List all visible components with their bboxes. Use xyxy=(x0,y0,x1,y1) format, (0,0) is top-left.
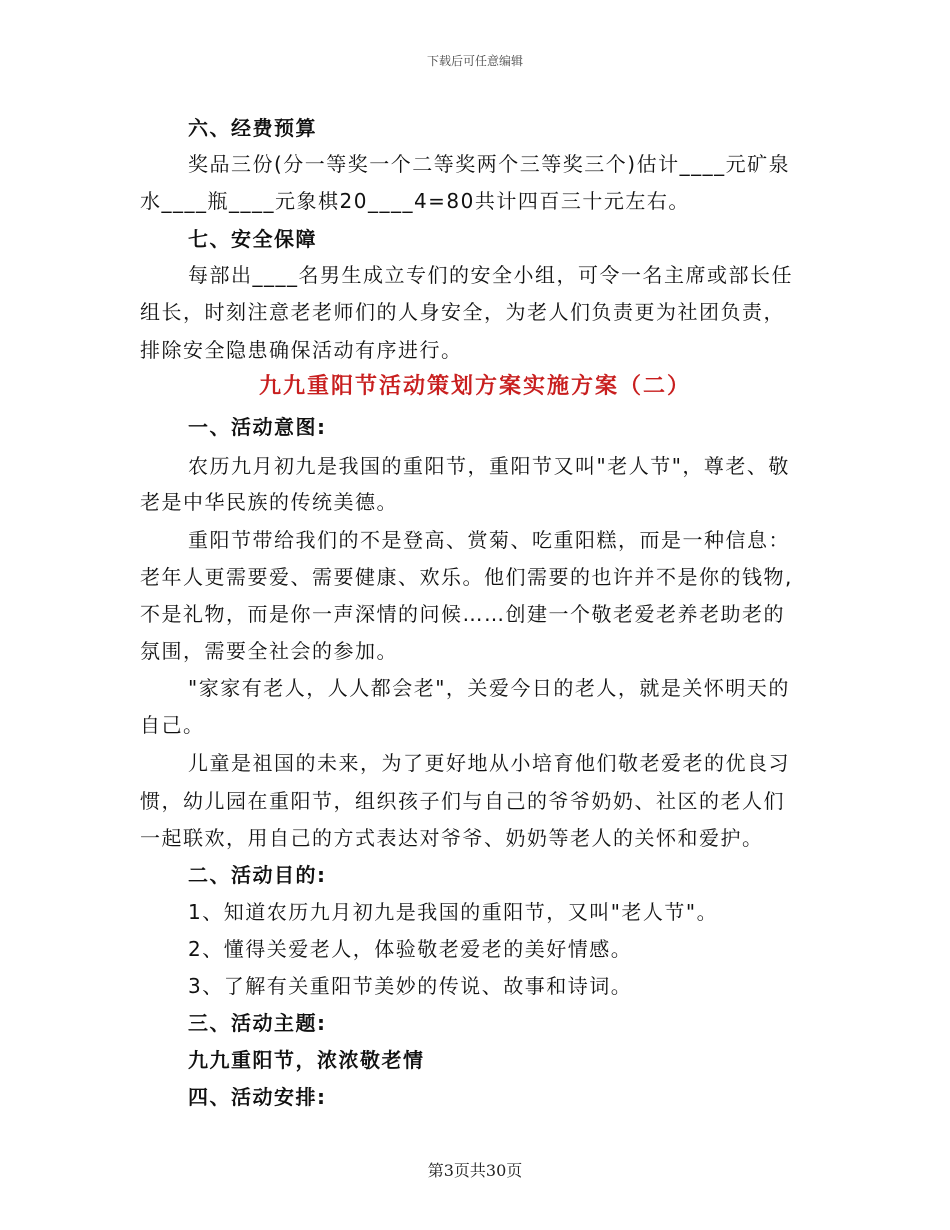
section-heading: 四、活动安排: xyxy=(188,1085,327,1109)
paragraph-line: 自己。 xyxy=(140,713,205,737)
paragraph-line: 组长，时刻注意老老师们的人身安全，为老人们负责更为社团负责， xyxy=(140,300,785,324)
list-item: 2、懂得关爱老人，体验敬老爱老的美好情感。 xyxy=(188,937,633,961)
paragraph-line: "家家有老人，人人都会老"，关爱今日的老人，就是关怀明天的 xyxy=(188,676,790,700)
paragraph-line: 重阳节带给我们的不是登高、赏菊、吃重阳糕，而是一种信息： xyxy=(188,528,790,552)
paragraph-line: 每部出____名男生成立专们的安全小组，可令一名主席或部长任 xyxy=(188,263,793,287)
page-header: 下载后可任意编辑 xyxy=(426,54,523,68)
list-item: 3、了解有关重阳节美妙的传说、故事和诗词。 xyxy=(188,974,633,998)
section-heading: 一、活动意图: xyxy=(188,415,327,439)
section-heading: 三、活动主题: xyxy=(188,1011,327,1035)
paragraph-line: 不是礼物，而是你一声深情的问候……创建一个敬老爱老养老助老的 xyxy=(140,602,785,626)
paragraph-line: 水____瓶____元象棋20____4=80共计四百三十元左右。 xyxy=(140,189,690,213)
paragraph-line: 一起联欢，用自己的方式表达对爷爷、奶奶等老人的关怀和爱护。 xyxy=(140,826,764,850)
paragraph-line: 奖品三份(分一等奖一个二等奖两个三等奖三个)估计____元矿泉 xyxy=(188,152,791,176)
section-heading: 六、经费预算 xyxy=(188,116,317,140)
paragraph-line: 老是中华民族的传统美德。 xyxy=(140,490,398,514)
section-heading: 二、活动目的: xyxy=(188,863,327,887)
theme-text: 九九重阳节，浓浓敬老情 xyxy=(188,1048,425,1072)
paragraph-line: 氛围，需要全社会的参加。 xyxy=(140,639,398,663)
paragraph-line: 惯，幼儿园在重阳节，组织孩子们与自己的爷爷奶奶、社区的老人们 xyxy=(140,789,785,813)
paragraph-line: 儿童是祖国的未来，为了更好地从小培育他们敬老爱老的优良习 xyxy=(188,751,790,775)
document-title: 九九重阳节活动策划方案实施方案（二） xyxy=(258,374,691,399)
section-heading: 七、安全保障 xyxy=(188,227,317,251)
paragraph-line: 老年人更需要爱、需要健康、欢乐。他们需要的也许并不是你的钱物, xyxy=(140,565,793,589)
page-footer: 第3页共30页 xyxy=(427,1161,523,1180)
list-item: 1、知道农历九月初九是我国的重阳节，又叫"老人节"。 xyxy=(188,900,719,924)
paragraph-line: 农历九月初九是我国的重阳节，重阳节又叫"老人节"，尊老、敬 xyxy=(188,454,790,478)
paragraph-line: 排除安全隐患确保活动有序进行。 xyxy=(140,338,463,362)
